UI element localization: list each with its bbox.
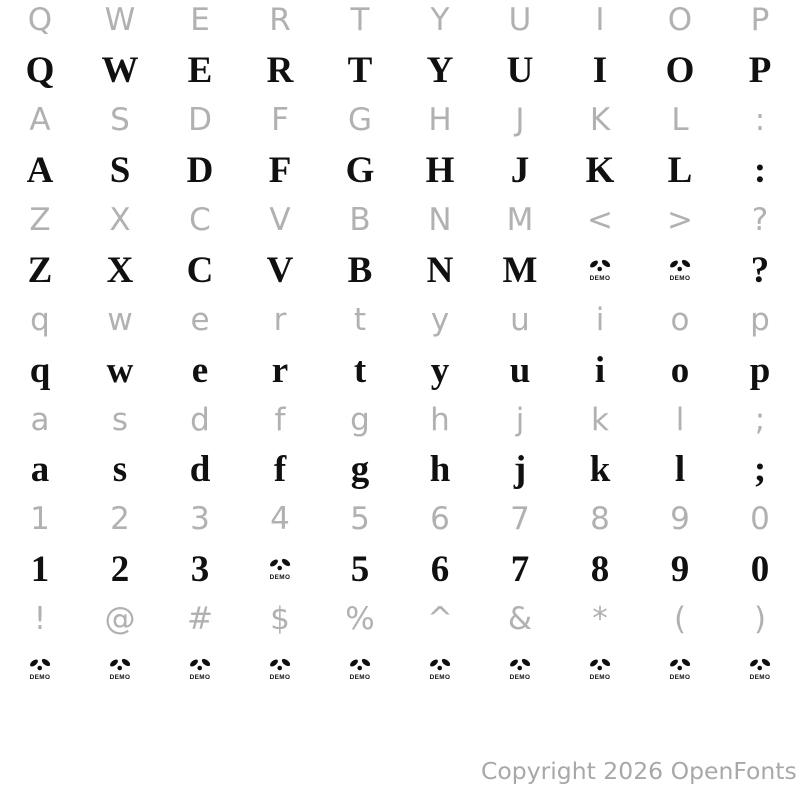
reference-row [0, 395, 800, 445]
glyph-cell: X [106, 249, 134, 291]
reference-row [0, 196, 800, 246]
specimen-row [0, 645, 800, 695]
glyph-cell: ; [754, 401, 766, 438]
glyph-cell: ( [673, 601, 687, 638]
glyph-cell: B [349, 202, 371, 238]
reference-row [0, 295, 800, 345]
glyph-cell: Q [25, 50, 55, 92]
glyph-cell: D [188, 102, 212, 139]
glyph-cell: s [112, 449, 128, 491]
svg-text:DEMO: DEMO [349, 674, 371, 682]
glyph-cell: l [675, 401, 685, 438]
glyph-cell: 8 [590, 549, 610, 591]
demo-glyph-cell [400, 645, 480, 695]
glyph-cell: 5 [350, 549, 370, 591]
glyph-cell: # [187, 601, 213, 638]
demo-ornament-icon [107, 658, 133, 681]
glyph-cell: Y [430, 2, 450, 39]
reference-row [0, 495, 800, 545]
demo-ornament-icon [187, 658, 213, 681]
glyph-cell: Q [27, 2, 53, 39]
glyph-cell: D [186, 150, 214, 192]
glyph-cell: E [190, 2, 210, 39]
demo-ornament-icon [507, 658, 533, 681]
glyph-cell: d [189, 449, 211, 491]
specimen-row [0, 46, 800, 96]
glyph-cell: S [110, 102, 130, 139]
glyph-cell: I [595, 2, 605, 39]
glyph-cell: V [269, 202, 291, 238]
glyph-cell: l [674, 449, 686, 491]
glyph-cell: u [509, 349, 531, 391]
glyph-cell: r [271, 349, 289, 391]
glyph-cell: 2 [110, 501, 130, 538]
glyph-cell: t [353, 349, 367, 391]
glyph-cell: Y [426, 50, 454, 92]
glyph-cell: h [429, 449, 451, 491]
glyph-cell: ; [753, 449, 767, 491]
glyph-cell: T [350, 2, 370, 39]
reference-row [0, 96, 800, 146]
glyph-cell: W [101, 50, 139, 92]
svg-text:DEMO: DEMO [269, 674, 291, 682]
glyph-cell: O [665, 50, 695, 92]
glyph-cell: H [428, 102, 452, 139]
glyph-cell: ^ [427, 601, 453, 638]
glyph-cell: I [592, 50, 608, 92]
demo-ornament-icon [587, 259, 613, 282]
glyph-cell: f [273, 449, 287, 491]
glyph-cell: K [589, 102, 611, 139]
demo-ornament-icon [267, 658, 293, 681]
glyph-cell: g [350, 449, 370, 491]
glyph-cell: ) [753, 601, 767, 638]
glyph-cell: 5 [350, 501, 370, 538]
glyph-cell: K [585, 150, 615, 192]
glyph-cell: J [515, 102, 525, 139]
glyph-cell: & [507, 601, 533, 638]
glyph-cell: N [426, 249, 454, 291]
glyph-cell: B [347, 249, 373, 291]
svg-text:DEMO: DEMO [269, 574, 291, 582]
glyph-cell: 6 [430, 549, 450, 591]
glyph-cell: N [428, 202, 452, 238]
glyph-cell: j [515, 401, 525, 438]
glyph-cell: M [502, 249, 538, 291]
glyph-cell: t [353, 301, 367, 338]
reference-row [0, 595, 800, 645]
glyph-cell: f [274, 401, 286, 438]
glyph-cell: W [104, 2, 136, 39]
glyph-cell: g [350, 401, 370, 438]
glyph-cell: d [190, 401, 210, 438]
glyph-cell: p [749, 349, 771, 391]
glyph-cell: > [667, 202, 693, 238]
glyph-cell: C [186, 249, 214, 291]
glyph-cell: @ [104, 601, 136, 638]
demo-ornament-icon [27, 658, 53, 681]
glyph-cell: E [187, 50, 213, 92]
glyph-cell: H [425, 150, 455, 192]
glyph-cell: 7 [510, 501, 530, 538]
glyph-cell: R [269, 2, 291, 39]
glyph-cell: V [266, 249, 294, 291]
glyph-cell: A [26, 150, 54, 192]
glyph-cell: e [190, 301, 210, 338]
demo-glyph-cell [640, 645, 720, 695]
glyph-cell: q [29, 349, 51, 391]
glyph-cell: F [268, 150, 292, 192]
glyph-cell: A [29, 102, 51, 139]
demo-ornament-icon [267, 558, 293, 581]
demo-glyph-cell [80, 645, 160, 695]
demo-glyph-cell [320, 645, 400, 695]
glyph-cell: a [30, 401, 50, 438]
specimen-row [0, 245, 800, 295]
glyph-cell: w [106, 349, 134, 391]
glyph-cell: 4 [270, 501, 290, 538]
glyph-cell: U [506, 50, 534, 92]
svg-text:DEMO: DEMO [749, 674, 771, 682]
glyph-cell: y [430, 349, 450, 391]
glyph-cell: O [667, 2, 693, 39]
glyph-cell: k [589, 449, 611, 491]
demo-glyph-cell [160, 645, 240, 695]
glyph-cell: p [750, 301, 770, 338]
glyph-cell: $ [270, 601, 290, 638]
glyph-cell: R [266, 50, 294, 92]
svg-text:DEMO: DEMO [189, 674, 211, 682]
glyph-cell: 8 [590, 501, 610, 538]
glyph-cell: ? [750, 249, 770, 291]
specimen-row [0, 545, 800, 595]
glyph-cell: L [671, 102, 689, 139]
glyph-cell: 0 [750, 549, 770, 591]
demo-ornament-icon [347, 658, 373, 681]
glyph-cell: o [670, 301, 690, 338]
glyph-cell: 3 [190, 549, 210, 591]
glyph-cell: J [510, 150, 530, 192]
glyph-cell: G [347, 102, 373, 139]
glyph-cell: ? [751, 202, 769, 238]
glyph-cell: Z [29, 202, 51, 238]
glyph-cell: C [189, 202, 211, 238]
glyph-cell: P [750, 2, 770, 39]
demo-glyph-cell [480, 645, 560, 695]
demo-ornament-icon [427, 658, 453, 681]
demo-ornament-icon [667, 259, 693, 282]
glyph-cell: 0 [750, 501, 770, 538]
demo-glyph-cell [640, 245, 720, 295]
glyph-cell: 3 [190, 501, 210, 538]
glyph-cell: k [591, 401, 609, 438]
glyph-cell: w [107, 301, 133, 338]
glyph-cell: G [345, 150, 375, 192]
glyph-cell: F [271, 102, 289, 139]
demo-glyph-cell [240, 645, 320, 695]
glyph-cell: 1 [30, 549, 50, 591]
glyph-cell: M [506, 202, 534, 238]
glyph-cell: 1 [30, 501, 50, 538]
glyph-cell: ! [33, 601, 47, 638]
glyph-cell: s [111, 401, 129, 438]
copyright-watermark: Copyright 2026 OpenFonts [481, 757, 797, 785]
glyph-cell: U [508, 2, 532, 39]
glyph-cell: o [670, 349, 690, 391]
svg-text:DEMO: DEMO [589, 674, 611, 682]
demo-ornament-icon [587, 658, 613, 681]
glyph-cell: * [592, 601, 608, 638]
specimen-row [0, 445, 800, 495]
glyph-cell: 7 [510, 549, 530, 591]
glyph-cell: Z [27, 249, 53, 291]
specimen-row [0, 146, 800, 196]
demo-ornament-icon [667, 658, 693, 681]
glyph-cell: h [430, 401, 450, 438]
demo-glyph-cell [560, 245, 640, 295]
glyph-cell: e [191, 349, 209, 391]
svg-text:DEMO: DEMO [669, 274, 691, 282]
svg-text:DEMO: DEMO [109, 674, 131, 682]
demo-glyph-cell [720, 645, 800, 695]
glyph-cell: r [273, 301, 287, 338]
svg-text:DEMO: DEMO [589, 274, 611, 282]
demo-glyph-cell [560, 645, 640, 695]
glyph-cell: i [595, 301, 605, 338]
glyph-cell: T [347, 50, 373, 92]
glyph-cell: % [345, 601, 375, 638]
demo-glyph-cell [240, 545, 320, 595]
glyph-cell: 9 [670, 549, 690, 591]
glyph-cell: q [30, 301, 50, 338]
glyph-cell: : [754, 102, 766, 139]
specimen-row [0, 345, 800, 395]
glyph-cell: a [30, 449, 50, 491]
glyph-cell: j [513, 449, 527, 491]
demo-glyph-cell [0, 645, 80, 695]
glyph-cell: i [594, 349, 606, 391]
glyph-cell: : [753, 150, 767, 192]
glyph-cell: u [510, 301, 530, 338]
glyph-cell: y [430, 301, 450, 338]
glyph-cell: L [667, 150, 693, 192]
svg-text:DEMO: DEMO [429, 674, 451, 682]
glyph-cell: 6 [430, 501, 450, 538]
glyph-cell: < [587, 202, 613, 238]
reference-row [0, 0, 800, 46]
glyph-cell: X [109, 202, 131, 238]
glyph-cell: 2 [110, 549, 130, 591]
demo-ornament-icon [747, 658, 773, 681]
glyph-cell: 9 [670, 501, 690, 538]
svg-text:DEMO: DEMO [509, 674, 531, 682]
svg-text:DEMO: DEMO [669, 674, 691, 682]
glyph-cell: S [109, 150, 131, 192]
glyph-cell: P [748, 50, 772, 92]
svg-text:DEMO: DEMO [29, 674, 51, 682]
